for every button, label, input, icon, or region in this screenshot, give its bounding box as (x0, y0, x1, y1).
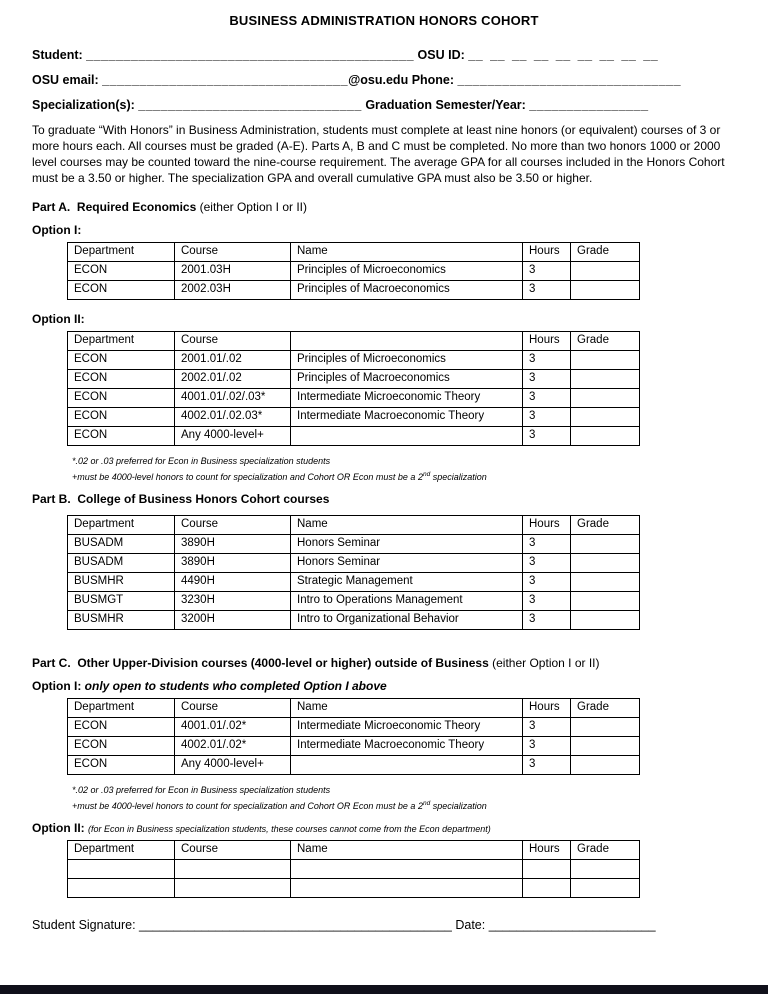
table-cell: 3 (523, 736, 571, 755)
footnote-plus-superscript: nd (422, 470, 431, 478)
table-cell (175, 859, 291, 878)
column-header: Hours (523, 242, 571, 261)
table-row (68, 755, 640, 774)
table-cell: Strategic Management (291, 572, 523, 591)
column-header: Hours (523, 515, 571, 534)
student-label: Student: (32, 48, 83, 62)
table-cell (571, 717, 640, 736)
table-cell: 3 (523, 407, 571, 426)
column-header: Grade (571, 698, 640, 717)
part-a-footnotes (72, 456, 736, 482)
part-c-option-i-note: only open to students who completed Option I above (84, 678, 387, 693)
table-row (68, 369, 640, 388)
table-cell: 4490H (175, 572, 291, 591)
footnote-plus-superscript: nd (422, 799, 431, 807)
page-title: BUSINESS ADMINISTRATION HONORS COHORT (229, 13, 539, 28)
column-header: Grade (571, 515, 640, 534)
signature-label: Student Signature: (32, 917, 136, 932)
table-cell: ECON (68, 280, 175, 299)
table-cell (523, 878, 571, 897)
table-cell: Intermediate Microeconomic Theory (291, 717, 523, 736)
table-row (68, 261, 640, 280)
table-row (68, 534, 640, 553)
table-cell: Intermediate Macroeconomic Theory (291, 407, 523, 426)
footnote-plus-text-end: specialization (430, 471, 487, 482)
table-cell: BUSADM (68, 553, 175, 572)
part-a-heading (32, 200, 736, 214)
specialization-blank: ______________________________ (138, 98, 362, 112)
column-header: Course (175, 515, 291, 534)
table-cell: ECON (68, 369, 175, 388)
specialization-line (32, 98, 736, 112)
option-ii-label-text: Option II: (32, 311, 85, 326)
table-cell: ECON (68, 426, 175, 445)
signature-blank: _____________________________________________ (139, 917, 452, 932)
table-cell: Principles of Macroeconomics (291, 369, 523, 388)
table-cell: 2002.01/.02 (175, 369, 291, 388)
column-header: Department (68, 242, 175, 261)
table-header-row (68, 515, 640, 534)
part-c-option-ii-table (67, 840, 640, 898)
table-row (68, 717, 640, 736)
table-cell (571, 426, 640, 445)
table-cell: Intro to Operations Management (291, 591, 523, 610)
osu-email-label: OSU email: (32, 73, 99, 87)
column-header: Grade (571, 840, 640, 859)
table-cell: BUSADM (68, 534, 175, 553)
table-cell (291, 755, 523, 774)
table-cell: 3 (523, 553, 571, 572)
table-cell: 3230H (175, 591, 291, 610)
part-c-option-ii-label-text: Option II: (32, 820, 88, 835)
part-a-heading-note: (either Option I or II) (199, 199, 307, 214)
part-a-option-ii-table (67, 331, 640, 446)
table-cell: Intermediate Macroeconomic Theory (291, 736, 523, 755)
column-header: Course (175, 698, 291, 717)
table-cell: 3 (523, 572, 571, 591)
specialization-label: Specialization(s): (32, 98, 135, 112)
footnote-plus-text-end: specialization (430, 800, 487, 811)
email-line (32, 73, 736, 87)
part-a-heading-bold: Part A. Required Economics (32, 199, 200, 214)
part-c-footnotes (72, 785, 736, 811)
footnote-star: *.02 or .03 preferred for Econ in Business specialization students (72, 455, 331, 466)
page-bottom-bar (0, 985, 768, 994)
table-cell (68, 859, 175, 878)
column-header: Course (175, 331, 291, 350)
table-cell (291, 426, 523, 445)
column-header: Course (175, 840, 291, 859)
footnote-plus (72, 471, 736, 482)
column-header: Course (175, 242, 291, 261)
table-header-row (68, 242, 640, 261)
table-cell: 3 (523, 350, 571, 369)
table-cell (291, 859, 523, 878)
footnote-plus-text: +must be 4000-level honors to count for specialization and Cohort OR Econ must be a 2 (72, 800, 423, 811)
table-row (68, 553, 640, 572)
column-header: Department (68, 515, 175, 534)
phone-label: Phone: (411, 73, 455, 87)
table-cell (571, 878, 640, 897)
table-row (68, 280, 640, 299)
osu-email-blank: _________________________________ (102, 73, 349, 87)
column-header: Department (68, 331, 175, 350)
table-cell: 2002.03H (175, 280, 291, 299)
table-row (68, 426, 640, 445)
part-c-heading-bold: Part C. Other Upper-Division courses (4000-level or higher) outside of Business (32, 655, 493, 670)
table-row (68, 407, 640, 426)
table-cell: Principles of Microeconomics (291, 261, 523, 280)
footnote-plus-text: +must be 4000-level honors to count for specialization and Cohort OR Econ must be a 2 (72, 471, 423, 482)
osu-id-label: OSU ID: (417, 48, 465, 62)
column-header: Grade (571, 331, 640, 350)
column-header: Name (291, 242, 523, 261)
table-row (68, 388, 640, 407)
table-cell: 3 (523, 755, 571, 774)
part-c-option-i-table (67, 698, 640, 775)
table-cell (291, 878, 523, 897)
part-b-heading (32, 492, 736, 506)
table-cell (571, 534, 640, 553)
column-header: Hours (523, 331, 571, 350)
table-row (68, 878, 640, 897)
table-cell (571, 591, 640, 610)
column-header: Hours (523, 698, 571, 717)
table-cell: ECON (68, 717, 175, 736)
column-header: Name (291, 840, 523, 859)
option-i-label-text: Option I: (32, 222, 82, 237)
table-cell: 3 (523, 610, 571, 629)
table-cell: ECON (68, 388, 175, 407)
intro-paragraph: To graduate “With Honors” in Business Administration, students must complete at least nine honors (or equivalent) courses of 3 or more hours each. All courses must be graded (A-E). Parts A, B and C must be completed. No more than two honors 1000 or 2000 level courses may be counted toward the nine-course requirement. The average GPA for all courses included in the Honors Cohort must be a 3.50 or higher. The specialization GPA and overall cumulative GPA must also be 3.50 or higher. (32, 123, 725, 185)
part-c-option-ii-note: (for Econ in Business specialization students, these courses cannot come from the Econ department) (88, 823, 491, 834)
table-cell: Intermediate Microeconomic Theory (291, 388, 523, 407)
table-cell (571, 407, 640, 426)
column-header: Department (68, 840, 175, 859)
table-cell (571, 388, 640, 407)
column-header: Name (291, 515, 523, 534)
table-cell: Honors Seminar (291, 534, 523, 553)
table-cell: Intro to Organizational Behavior (291, 610, 523, 629)
table-cell: Principles of Microeconomics (291, 350, 523, 369)
table-cell: ECON (68, 261, 175, 280)
table-cell (571, 280, 640, 299)
table-cell: 3 (523, 534, 571, 553)
table-cell: Honors Seminar (291, 553, 523, 572)
table-cell (571, 755, 640, 774)
table-cell: 4002.01/.02.03* (175, 407, 291, 426)
table-cell (571, 261, 640, 280)
table-cell: BUSMGT (68, 591, 175, 610)
table-header-row (68, 840, 640, 859)
table-cell: 2001.03H (175, 261, 291, 280)
column-header: Grade (571, 242, 640, 261)
table-header-row (68, 698, 640, 717)
student-blank: ____________________________________________ (86, 48, 415, 62)
table-cell (571, 610, 640, 629)
table-cell: Any 4000-level+ (175, 755, 291, 774)
part-c-heading (32, 656, 736, 670)
table-row (68, 350, 640, 369)
student-line (32, 48, 736, 62)
table-cell: ECON (68, 736, 175, 755)
table-cell: BUSMHR (68, 610, 175, 629)
part-a-option-i-table (67, 242, 640, 300)
table-cell: ECON (68, 755, 175, 774)
date-label: Date: (455, 917, 486, 932)
table-cell (571, 859, 640, 878)
table-header-row (68, 331, 640, 350)
table-cell (571, 736, 640, 755)
footnote-star: *.02 or .03 preferred for Econ in Business specialization students (72, 784, 331, 795)
table-row (68, 572, 640, 591)
column-header (291, 331, 523, 350)
table-cell: ECON (68, 350, 175, 369)
column-header: Department (68, 698, 175, 717)
table-cell: 3890H (175, 534, 291, 553)
table-cell (571, 369, 640, 388)
part-c-option-i-label (32, 679, 736, 693)
column-header: Hours (523, 840, 571, 859)
part-c-option-i-label-text: Option I: (32, 678, 85, 693)
table-cell: 3890H (175, 553, 291, 572)
table-row (68, 610, 640, 629)
table-cell: 3 (523, 426, 571, 445)
phone-blank: ______________________________ (457, 73, 682, 87)
graduation-label: Graduation Semester/Year: (365, 98, 526, 112)
table-cell: 3 (523, 388, 571, 407)
table-cell: Principles of Macroeconomics (291, 280, 523, 299)
table-cell: 3 (523, 280, 571, 299)
column-header: Name (291, 698, 523, 717)
table-cell: ECON (68, 407, 175, 426)
part-b-heading-bold: Part B. College of Business Honors Cohort courses (32, 491, 330, 506)
part-a-option-i-label (32, 223, 736, 237)
table-cell: 4001.01/.02* (175, 717, 291, 736)
table-cell: 2001.01/.02 (175, 350, 291, 369)
table-cell: 4002.01/.02* (175, 736, 291, 755)
table-cell: 3 (523, 591, 571, 610)
table-cell: BUSMHR (68, 572, 175, 591)
table-cell: Any 4000-level+ (175, 426, 291, 445)
table-cell (571, 572, 640, 591)
table-cell: 3 (523, 261, 571, 280)
table-cell (175, 878, 291, 897)
table-cell (68, 878, 175, 897)
table-cell: 3 (523, 717, 571, 736)
table-cell (571, 350, 640, 369)
table-cell: 4001.01/.02/.03* (175, 388, 291, 407)
table-cell: 3200H (175, 610, 291, 629)
table-row (68, 591, 640, 610)
table-cell: 3 (523, 369, 571, 388)
table-row (68, 859, 640, 878)
part-a-option-ii-label (32, 312, 736, 326)
graduation-blank: ________________ (529, 98, 649, 112)
table-cell (523, 859, 571, 878)
part-b-table (67, 515, 640, 630)
osu-id-blank: __ __ __ __ __ __ __ __ __ (468, 48, 659, 62)
table-row (68, 736, 640, 755)
footnote-plus (72, 800, 736, 811)
part-c-heading-note: (either Option I or II) (492, 655, 600, 670)
osu-email-suffix: @osu.edu (348, 73, 409, 87)
signature-line (32, 918, 736, 932)
part-c-option-ii-label (32, 821, 736, 835)
date-blank: ________________________ (488, 917, 656, 932)
table-cell (571, 553, 640, 572)
